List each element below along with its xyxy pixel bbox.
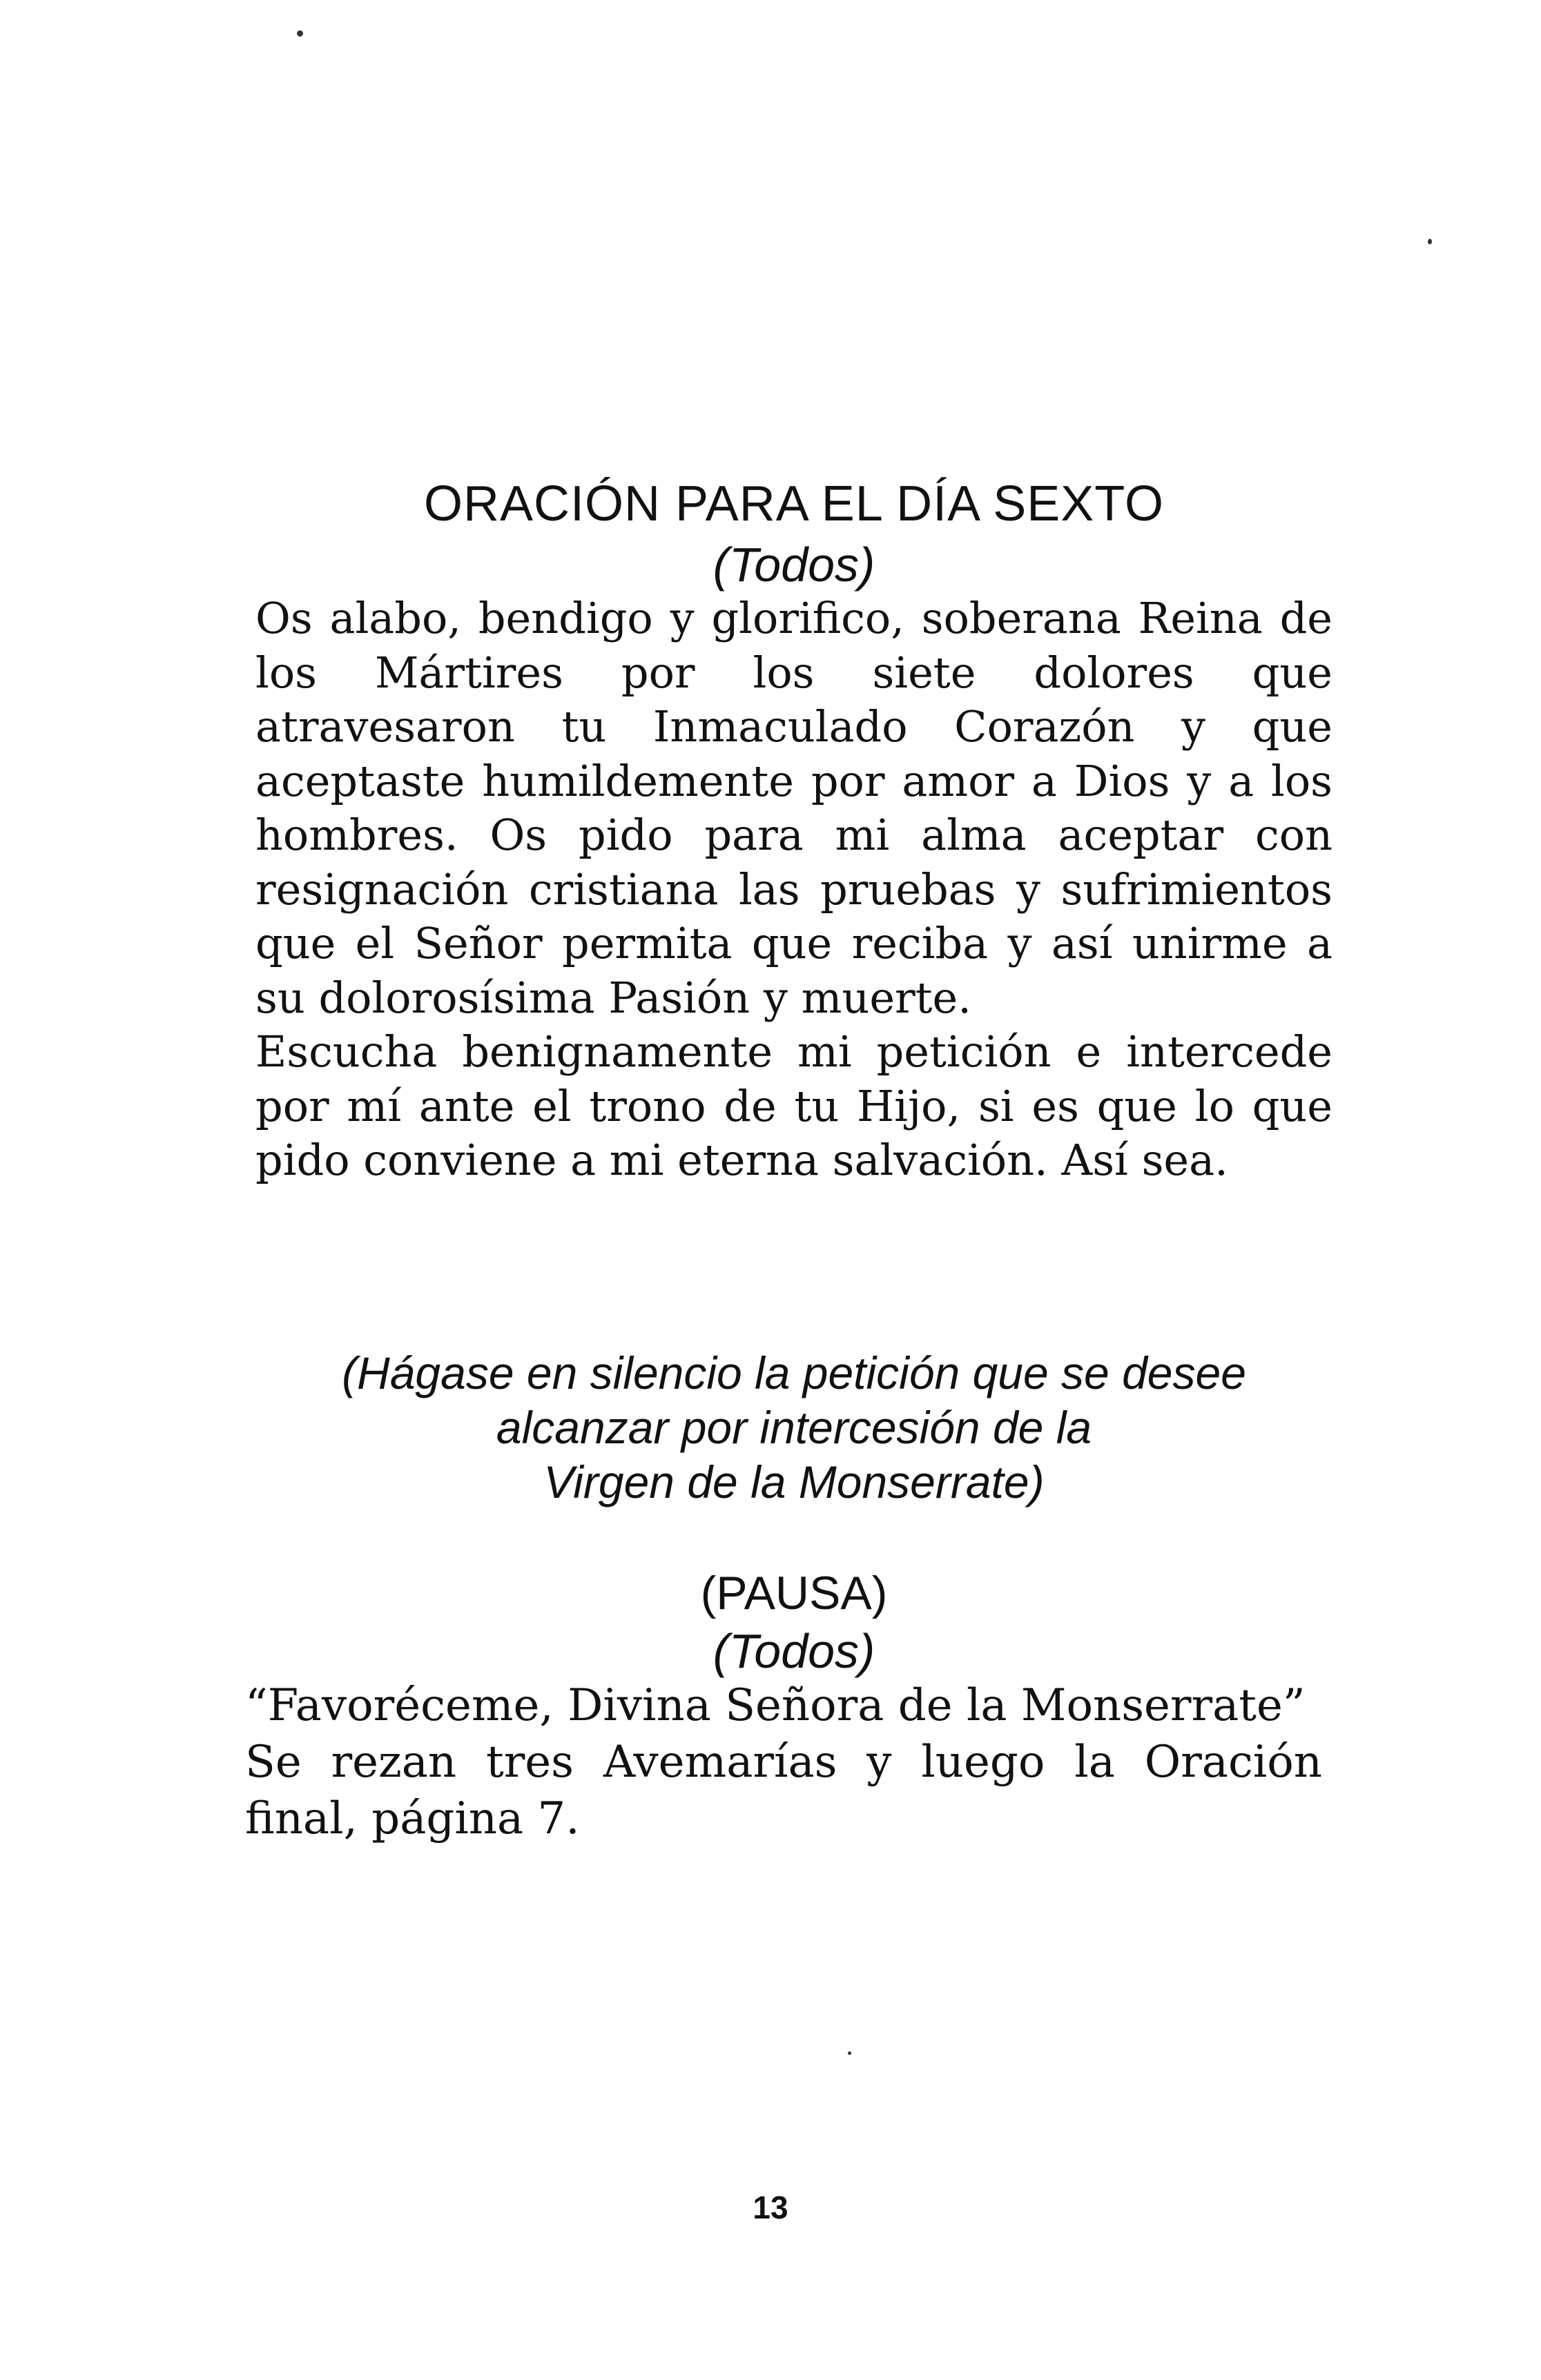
silent-petition-instruction (255, 1346, 1332, 1510)
closing-rubric: Se rezan tres Avemarías y luego la Oración final, página 7. (245, 1737, 1322, 1844)
scan-speck (297, 30, 303, 37)
page-number: 13 (753, 2189, 788, 2225)
prayer-paragraph-2: Escucha benignamente mi petición e intercede por mí ante el trono de tu Hijo, si es que lo que pido conviene a mi eterna salvación. Así sea. (255, 1026, 1332, 1185)
prayer-paragraph-1: Os alabo, bendigo y glorifico, soberana Reina de los Mártires por los siete dolores que atravesaron tu Inmaculado Corazón y que aceptaste humildemente por amor a Dios y a los hombres. Os pido para mi alma aceptar con resignación cristiana las pruebas y sufrimientos que el Señor permita que reciba y así unirme a su dolorosísima Pasión y muerte. (255, 593, 1332, 1023)
pause-heading: (PAUSA) (700, 1567, 888, 1619)
instruction-line: (Hágase en silencio la petición que se desee (342, 1347, 1246, 1398)
scan-speck (848, 2051, 851, 2055)
prayer-text (255, 592, 1332, 1188)
subtitle-todos: (Todos) (713, 1624, 875, 1678)
subtitle-todos: (Todos) (713, 538, 875, 592)
instruction-line: Virgen de la Monserrate) (543, 1456, 1045, 1508)
closing-text (245, 1677, 1322, 1847)
scan-speck (1428, 239, 1432, 244)
instruction-line: alcanzar por intercesión de la (496, 1402, 1092, 1453)
closing-invocation: “Favoréceme, Divina Señora de la Monserrate” (245, 1680, 1306, 1731)
page-title: ORACIÓN PARA EL DÍA SEXTO (424, 476, 1164, 531)
